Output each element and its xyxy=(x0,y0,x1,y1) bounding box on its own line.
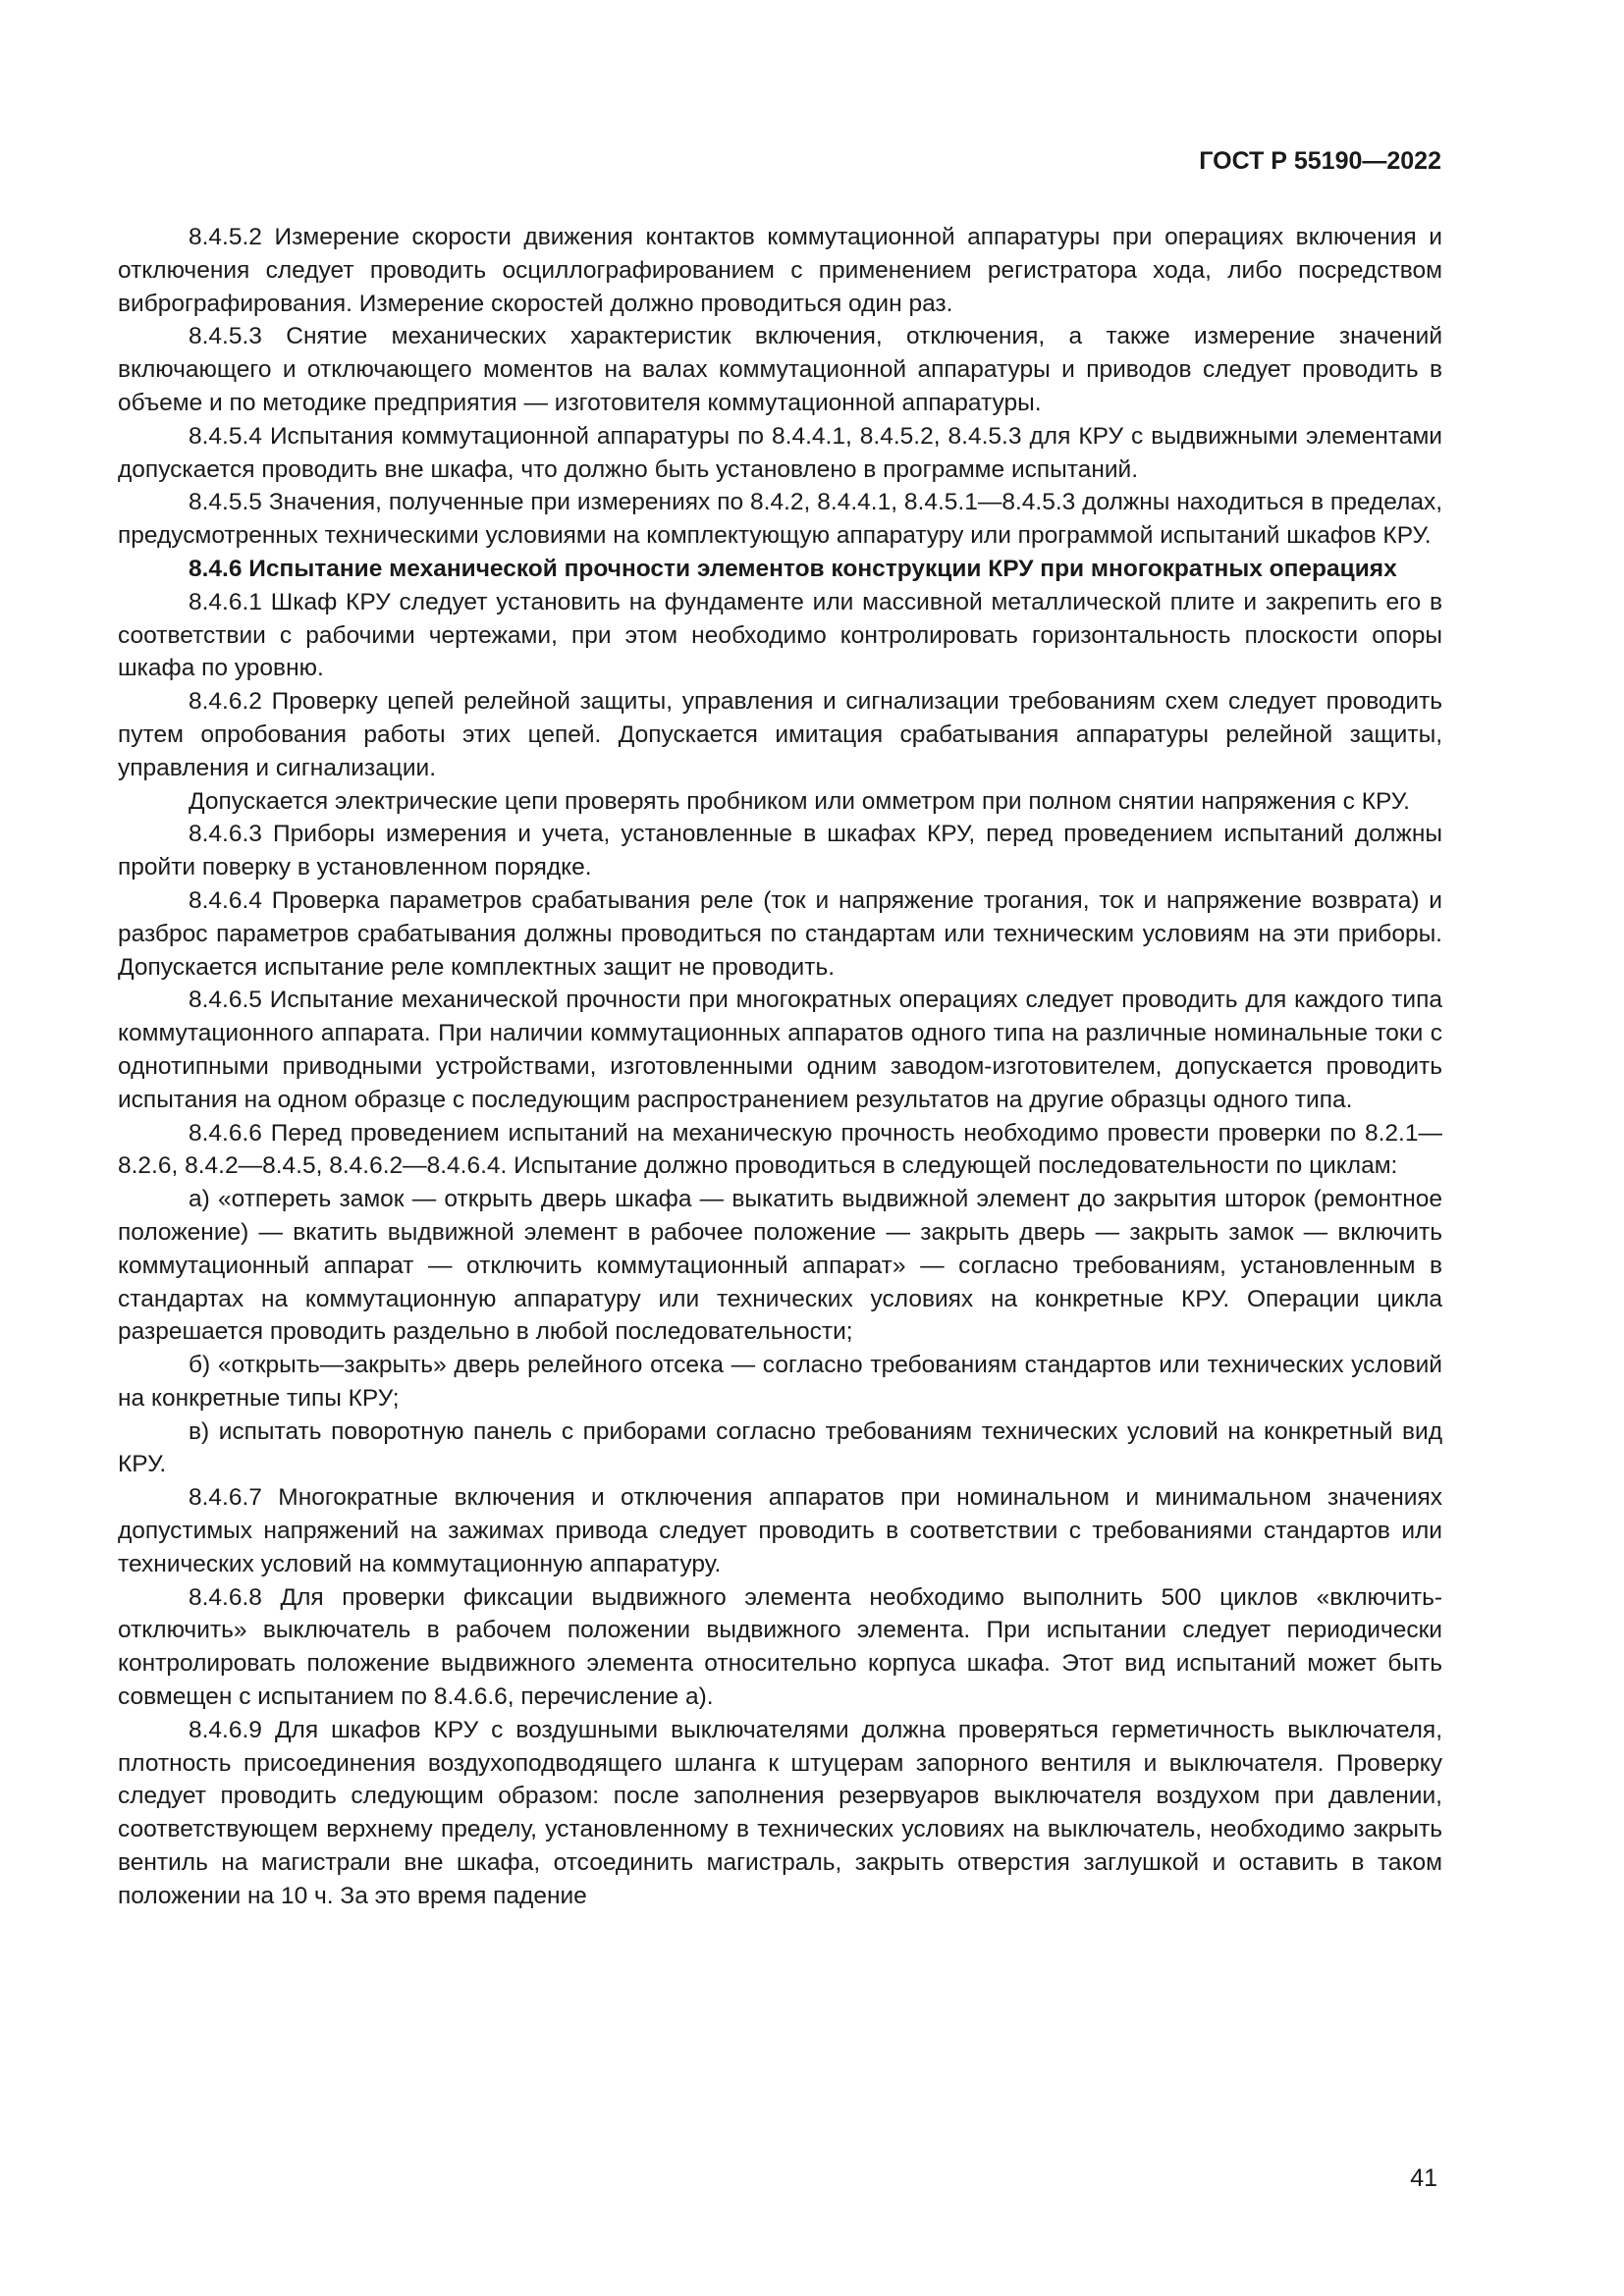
paragraph-8-4-5-5: 8.4.5.5 Значения, полученные при измерениях по 8.4.2, 8.4.4.1, 8.4.5.1—8.4.5.3 должны находиться в пределах, предусмотренных техническими условиями на комплектующую аппаратуру или программой испытаний шкафов КРУ. xyxy=(118,489,1442,550)
paragraph-8-4-5-2: 8.4.5.2 Измерение скорости движения контактов коммутационной аппаратуры при операциях включения и отключения следует проводить осциллографированием с применением регистратора хода, либо посредством вибрографирования. Измерение скоростей должно проводиться один раз. xyxy=(118,224,1442,317)
list-item-b: б) «открыть—закрыть» дверь релейного отсека — согласно требованиям стандартов или технических условий на конкретные типы КРУ; xyxy=(118,1352,1442,1412)
paragraph-8-4-6-8: 8.4.6.8 Для проверки фиксации выдвижного элемента необходимо выполнить 500 циклов «включить-отключить» выключатель в рабочем положении выдвижного элемента. При испытании следует периодически контролировать положение выдвижного элемента относительно корпуса шкафа. Этот вид испытаний может быть совмещен с испытанием по 8.4.6.6, перечисление а). xyxy=(118,1583,1442,1711)
page-number: 41 xyxy=(1410,2164,1437,2192)
section-heading-8-4-6: 8.4.6 Испытание механической прочности элементов конструкции КРУ при многократных операциях xyxy=(189,555,1397,582)
paragraph-8-4-6-4: 8.4.6.4 Проверка параметров срабатывания реле (ток и напряжение трогания, ток и напряжение возврата) и разброс параметров срабатывания должны проводиться по стандартам или техническим условиям на эти приборы. Допускается испытание реле комплектных защит не проводить. xyxy=(118,886,1442,981)
paragraph-8-4-6-6: 8.4.6.6 Перед проведением испытаний на механическую прочность необходимо провести проверки по 8.2.1—8.2.6, 8.4.2—8.4.5, 8.4.6.2—8.4.6.4. Испытание должно проводиться в следующей последовательности по циклам: xyxy=(118,1119,1442,1180)
paragraph-8-4-6-5: 8.4.6.5 Испытание механической прочности при многократных операциях следует проводить для каждого типа коммутационного аппарата. При наличии коммутационных аппаратов одного типа на различные номинальные токи с однотипными приводными устройствами, изготовленными одним заводом-изготовителем, допускается проводить испытания на одном образце с последующим распространением результатов на другие образцы одного типа. xyxy=(118,987,1442,1113)
paragraph-8-4-5-4: 8.4.5.4 Испытания коммутационной аппаратуры по 8.4.4.1, 8.4.5.2, 8.4.5.3 для КРУ с выдвижными элементами допускается проводить вне шкафа, что должно быть установлено в программе испытаний. xyxy=(118,422,1442,483)
document-header: ГОСТ Р 55190—2022 xyxy=(1199,147,1441,175)
paragraph-8-4-6-9: 8.4.6.9 Для шкафов КРУ с воздушными выключателями должна проверяться герметичность выключателя, плотность присоединения воздухоподводящего шланга к штуцерам запорного вентиля и выключателя. Проверку следует проводить следующим образом: после заполнения резервуаров выключателя воздухом при давлении, соответствующем верхнему пределу, установленному в технических условиях на выключатель, необходимо закрыть вентиль на магистрали вне шкафа, отсоединить магистраль, закрыть отверстия заглушкой и оставить в таком положении на 10 ч. За это время падение xyxy=(118,1716,1442,1909)
paragraph-8-4-6-2-note: Допускается электрические цепи проверять пробником или омметром при полном снятии напряжения с КРУ. xyxy=(189,787,1410,815)
paragraph-8-4-6-2: 8.4.6.2 Проверку цепей релейной защиты, управления и сигнализации требованиям схем следует проводить путем опробования работы этих цепей. Допускается имитация срабатывания аппаратуры релейной защиты, управления и сигнализации. xyxy=(118,688,1442,781)
paragraph-8-4-5-3: 8.4.5.3 Снятие механических характеристик включения, отключения, а также измерение значений включающего и отключающего моментов на валах коммутационной аппаратуры и приводов следует проводить в объеме и по методике предприятия — изготовителя коммутационной аппаратуры. xyxy=(118,323,1442,416)
paragraph-8-4-6-7: 8.4.6.7 Многократные включения и отключения аппаратов при номинальном и минимальном значениях допустимых напряжений на зажимах привода следует проводить в соответствии с требованиями стандартов или технических условий на коммутационную аппаратуру. xyxy=(118,1484,1442,1577)
list-item-v: в) испытать поворотную панель с приборами согласно требованиям технических условий на конкретный вид КРУ. xyxy=(118,1417,1442,1478)
paragraph-8-4-6-3: 8.4.6.3 Приборы измерения и учета, установленные в шкафах КРУ, перед проведением испытаний должны пройти поверку в установленном порядке. xyxy=(118,821,1442,881)
paragraph-8-4-6-1: 8.4.6.1 Шкаф КРУ следует установить на фундаменте или массивной металлической плите и закрепить его в соответствии с рабочими чертежами, при этом необходимо контролировать горизонтальность плоскости опоры шкафа по уровню. xyxy=(118,588,1442,682)
list-item-a: а) «отпереть замок — открыть дверь шкафа — выкатить выдвижной элемент до закрытия шторок (ремонтное положение) — вкатить выдвижной элемент в рабочее положение — закрыть дверь — закрыть замок — включить коммутационный аппарат — отключить коммутационный аппарат» — согласно требованиям, установленным в стандартах на коммутационную аппаратуру или технических условиях на конкретные КРУ. Операции цикла разрешается проводить раздельно в любой последовательности; xyxy=(118,1186,1442,1346)
document-body xyxy=(118,221,1442,1913)
